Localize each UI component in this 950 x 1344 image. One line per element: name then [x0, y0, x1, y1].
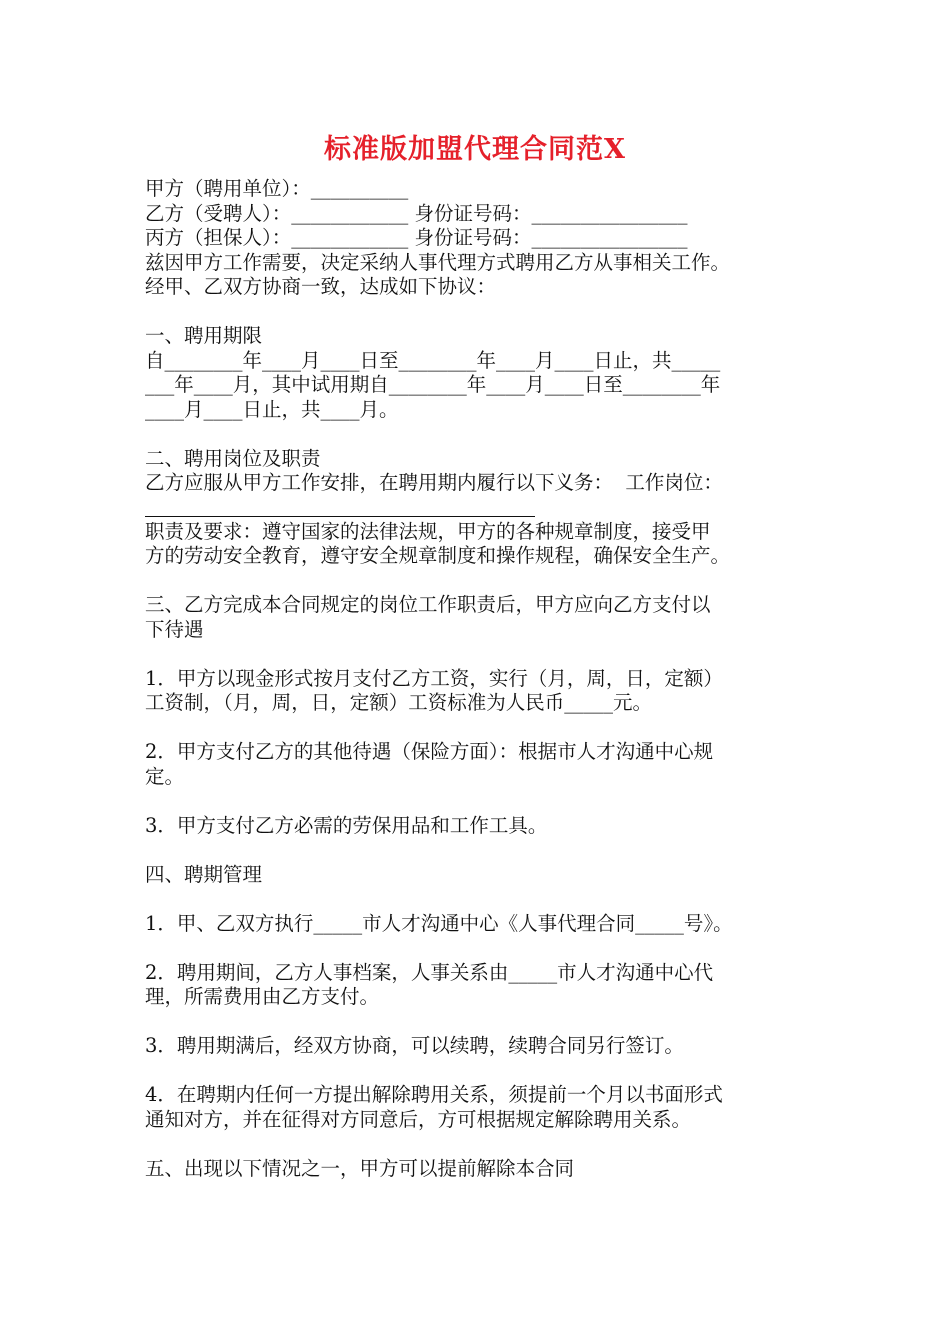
clause-text: 通知对方，并在征得对方同意后，方可根据规定解除聘用关系。 — [145, 1107, 692, 1131]
section-heading: 五、出现以下情况之一，甲方可以提前解除本合同 — [145, 1156, 575, 1180]
section-text: ____月____日止，共____月。 — [145, 397, 399, 421]
spacer — [145, 936, 820, 961]
section-heading: 二、聘用岗位及职责 — [145, 446, 321, 470]
section-heading: 三、乙方完成本合同规定的岗位工作职责后，甲方应向乙方支付以 — [145, 593, 711, 616]
spacer — [145, 1010, 820, 1035]
position-blank-line — [145, 496, 535, 517]
party-a-line: 甲方（聘用单位）：__________ — [145, 177, 409, 200]
section-heading: 四、聘期管理 — [145, 862, 263, 886]
spacer — [145, 569, 820, 594]
clause-text: 1．甲方以现金形式按月支付乙方工资，实行（月，周，日，定额） — [145, 666, 723, 690]
document-body — [145, 177, 820, 1181]
intro-line: 兹因甲方工作需要，决定采纳人事代理方式聘用乙方从事相关工作。 — [145, 250, 731, 274]
clause-text: 3．甲方支付乙方必需的劳保用品和工作工具。 — [145, 813, 548, 837]
spacer — [145, 1132, 820, 1157]
party-c-line: 丙方（担保人）：____________ 身份证号码：________________ — [145, 226, 688, 249]
spacer — [145, 1059, 820, 1084]
spacer — [145, 642, 820, 667]
document-title: 标准版加盟代理合同范X — [324, 134, 626, 165]
spacer — [145, 789, 820, 814]
spacer — [145, 716, 820, 741]
section-text: 乙方应服从甲方工作安排，在聘用期内履行以下义务： 工作岗位： — [145, 471, 723, 494]
spacer — [145, 887, 820, 912]
section-text: 自________年____月____日至________年____月____日止，共_____ — [145, 348, 721, 372]
section-text: 职责及要求：遵守国家的法律法规，甲方的各种规章制度，接受甲 — [145, 519, 711, 543]
section-heading: 下待遇 — [145, 617, 204, 641]
clause-text: 定。 — [145, 764, 185, 788]
clause-text: 2．聘用期间，乙方人事档案，人事关系由_____市人才沟通中心代 — [145, 960, 714, 984]
clause-text: 1．甲、乙双方执行_____市人才沟通中心《人事代理合同_____号》。 — [145, 911, 733, 935]
party-b-line: 乙方（受聘人）：____________ 身份证号码：________________ — [145, 201, 688, 225]
spacer — [145, 838, 820, 863]
clause-text: 4．在聘期内任何一方提出解除聘用关系，须提前一个月以书面形式 — [145, 1083, 723, 1106]
section-text: 方的劳动安全教育，遵守安全规章制度和操作规程，确保安全生产。 — [145, 544, 731, 567]
spacer — [145, 300, 820, 325]
clause-text: 工资制，（月，周，日，定额）工资标准为人民币_____元。 — [145, 691, 653, 714]
spacer — [145, 422, 820, 447]
intro-line: 经甲、乙双方协商一致，达成如下协议： — [145, 275, 497, 298]
clause-text: 2．甲方支付乙方的其他待遇（保险方面）：根据市人才沟通中心规 — [145, 740, 714, 763]
section-heading: 一、聘用期限 — [145, 324, 263, 347]
section-text: ___年____月，其中试用期自________年____月____日至________年 — [145, 373, 721, 396]
clause-text: 3．聘用期满后，经双方协商，可以续聘，续聘合同另行签订。 — [145, 1034, 684, 1057]
clause-text: 理，所需费用由乙方支付。 — [145, 985, 380, 1008]
